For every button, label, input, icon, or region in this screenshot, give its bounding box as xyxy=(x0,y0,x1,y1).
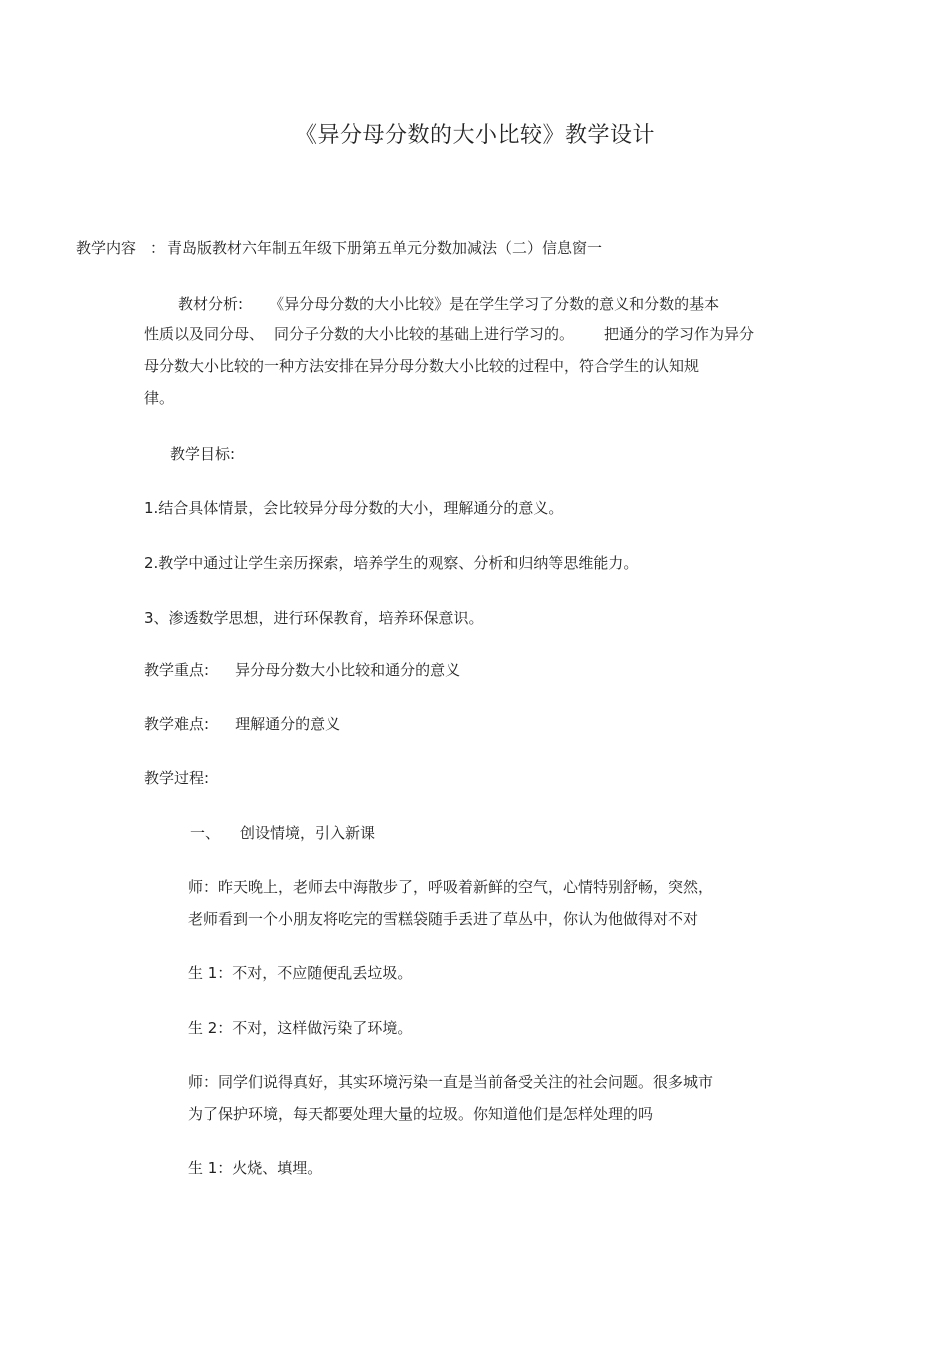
section-1-number: 一、 xyxy=(190,824,221,842)
key-point-row xyxy=(144,660,460,680)
difficulty-value: 理解通分的意义 xyxy=(235,715,341,733)
content-label: 教学内容 xyxy=(76,239,137,257)
key-point-value: 异分母分数大小比较和通分的意义 xyxy=(235,661,461,679)
goals-label: 教学目标: xyxy=(170,445,236,463)
difficulty-row xyxy=(144,714,340,734)
document-title: 《异分母分数的大小比较》教学设计 xyxy=(294,123,655,148)
teacher-line-1b: 老师看到一个小朋友将吃完的雪糕袋随手丢进了草丛中，你认为他做得对不对 xyxy=(188,910,699,928)
goal-1: 1.结合具体情景，会比较异分母分数的大小，理解通分的意义。 xyxy=(144,499,564,517)
difficulty-label: 教学难点: xyxy=(144,715,210,733)
process-label: 教学过程: xyxy=(144,769,210,787)
teacher-line-1a: 师：昨天晚上，老师去中海散步了，呼吸着新鲜的空气，心情特别舒畅，突然， xyxy=(188,878,714,896)
teacher-line-2a: 师：同学们说得真好，其实环境污染一直是当前备受关注的社会问题。很多城市 xyxy=(188,1073,714,1091)
goal-3: 3、渗透数学思想，进行环保教育，培养环保意识。 xyxy=(144,609,484,627)
analysis-text-1: 《异分母分数的大小比较》是在学生学习了分数的意义和分数的基本 xyxy=(269,295,720,313)
student-1-reply-2: 生 1：火烧、填埋。 xyxy=(188,1159,323,1177)
analysis-text-2b: 同分子分数的大小比较的基础上进行学习的。 xyxy=(274,325,575,343)
section-1-heading xyxy=(190,823,375,843)
content-value: 青岛版教材六年制五年级下册第五单元分数加减法（二）信息窗一 xyxy=(167,239,603,257)
analysis-line-1 xyxy=(178,294,719,314)
analysis-line-3: 母分数大小比较的一种方法安排在异分母分数大小比较的过程中，符合学生的认知规 xyxy=(144,357,700,375)
student-1-reply: 生 1：不对，不应随便乱丢垃圾。 xyxy=(188,964,413,982)
student-2-reply: 生 2：不对，这样做污染了环境。 xyxy=(188,1019,413,1037)
analysis-text-2c: 把通分的学习作为异分 xyxy=(604,325,755,343)
section-1-title: 创设情境，引入新课 xyxy=(240,824,376,842)
analysis-line-2 xyxy=(144,324,754,344)
analysis-label: 教材分析: xyxy=(178,295,244,313)
goal-2: 2.教学中通过让学生亲历探索，培养学生的观察、分析和归纳等思维能力。 xyxy=(144,554,639,572)
teacher-line-2b: 为了保护环境，每天都要处理大量的垃圾。你知道他们是怎样处理的吗 xyxy=(188,1105,654,1123)
content-separator: ： xyxy=(150,239,166,257)
content-row xyxy=(76,238,602,258)
analysis-line-4: 律。 xyxy=(144,389,175,407)
key-point-label: 教学重点: xyxy=(144,661,210,679)
analysis-text-2a: 性质以及同分母、 xyxy=(144,325,265,343)
